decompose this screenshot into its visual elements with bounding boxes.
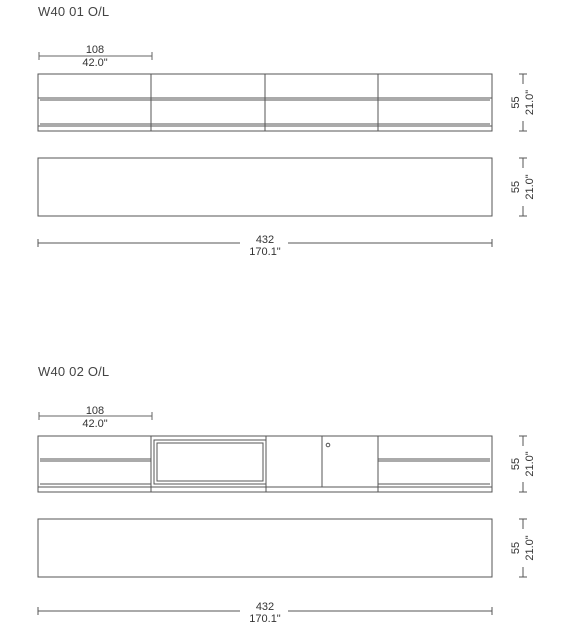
module-width-in-1: 42.0"	[82, 57, 108, 69]
drawing-title-2: W40 02 O/L	[38, 364, 110, 379]
plan-view-1	[38, 158, 492, 216]
total-width-cm-1: 432	[255, 234, 275, 246]
front-height-in-1: 21.0"	[524, 89, 536, 116]
front-elevation-2	[38, 436, 492, 492]
front-height-cm-2: 55	[510, 457, 522, 471]
front-height-cm-1: 55	[510, 96, 522, 109]
total-width-in-2: 170.1"	[249, 613, 281, 625]
plan-view-2	[38, 519, 492, 577]
plan-depth-in-2: 21.0"	[524, 535, 536, 561]
total-width-cm-2: 432	[255, 601, 275, 613]
front-height-in-2: 21.0"	[524, 451, 536, 477]
total-width-in-1: 170.1"	[249, 246, 281, 258]
module-width-cm-2: 108	[85, 405, 105, 417]
front-elevation-1	[38, 74, 492, 131]
plan-depth-cm-2: 55	[510, 541, 522, 555]
module-width-in-2: 42.0"	[82, 418, 108, 430]
plan-depth-cm-1: 55	[510, 180, 522, 194]
plan-depth-in-1: 21.0"	[524, 174, 536, 200]
module-width-cm-1: 108	[85, 44, 105, 56]
drawing-title-1: W40 01 O/L	[38, 4, 110, 19]
